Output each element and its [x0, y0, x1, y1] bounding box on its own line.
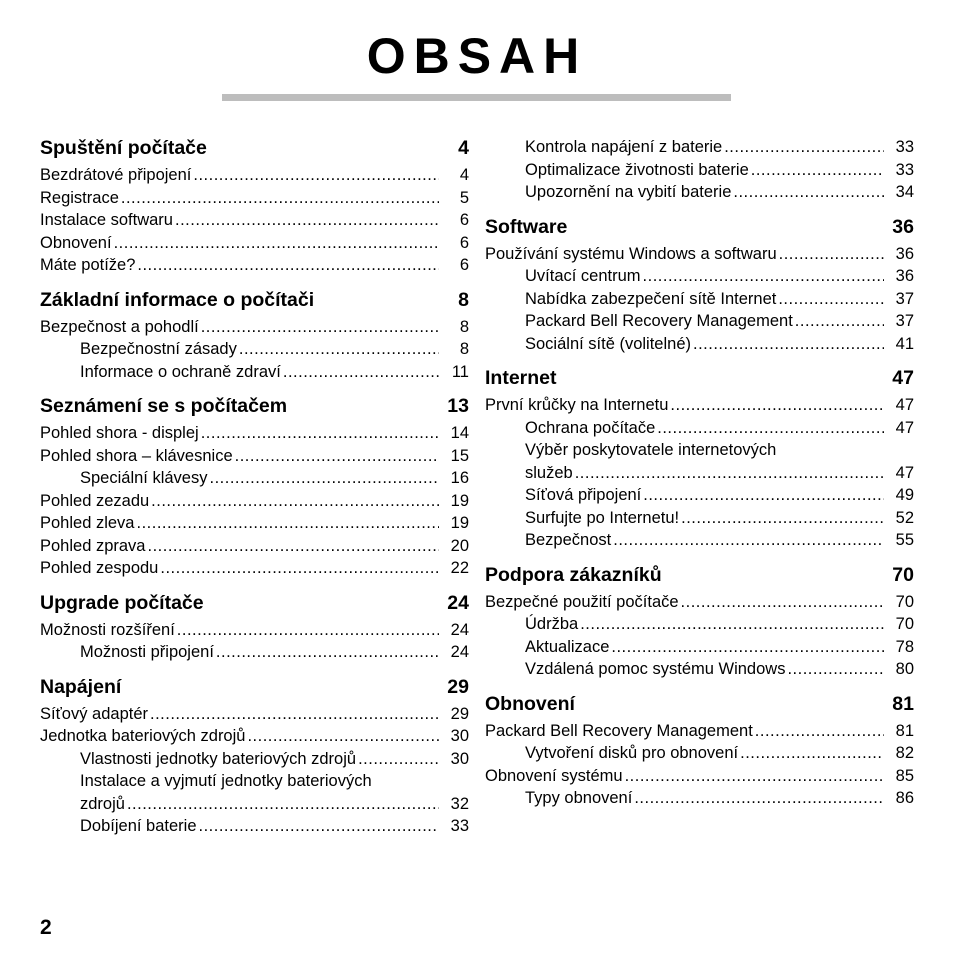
toc-entry[interactable] [40, 641, 469, 664]
toc-entry-text: Výběr poskytovatele internetových [525, 441, 777, 459]
toc-column-left [40, 136, 469, 838]
section-title: Spuštění počítače [40, 137, 207, 159]
dot-leader [681, 507, 884, 530]
section-title: Internet [485, 367, 557, 389]
entry-page: 47 [895, 396, 914, 414]
dot-leader [575, 462, 884, 485]
entry-page: 6 [459, 233, 469, 252]
entry-page: 81 [895, 721, 914, 740]
dot-leader [580, 613, 884, 636]
dot-leader [740, 742, 884, 765]
toc-entry[interactable] [485, 742, 914, 765]
dot-leader [193, 164, 439, 187]
section-title: Obnovení [485, 692, 575, 715]
section-page: 36 [892, 215, 914, 238]
toc-entry[interactable] [40, 467, 469, 490]
section-title: Napájení [40, 675, 122, 698]
toc-entry[interactable] [485, 159, 914, 182]
dot-leader [751, 159, 884, 182]
dot-leader [209, 467, 439, 490]
dot-leader [121, 187, 439, 210]
entry-title: Pohled zezadu [40, 491, 150, 510]
dot-leader [199, 815, 440, 838]
toc-entry[interactable] [485, 720, 914, 743]
entry-title: Ochrana počítače [525, 418, 656, 437]
toc-entry[interactable] [485, 484, 914, 507]
dot-leader [613, 529, 884, 552]
dot-leader [643, 484, 884, 507]
dot-leader [643, 265, 884, 288]
entry-page: 37 [895, 289, 914, 308]
toc-entry[interactable] [485, 310, 914, 333]
title-underline [222, 94, 731, 101]
toc-entry-text: Instalace a vyjmutí jednotky bateriových [80, 772, 372, 790]
entry-page: 70 [895, 592, 914, 611]
entry-title: Máte potíže? [40, 256, 136, 274]
entry-title: Pohled zprava [40, 536, 146, 555]
dot-leader [247, 725, 439, 748]
dot-leader [160, 557, 439, 580]
dot-leader [201, 422, 439, 445]
entry-title: Možnosti připojení [80, 643, 214, 661]
toc-entry[interactable] [40, 209, 469, 232]
dot-leader [358, 748, 439, 771]
toc-entry[interactable] [40, 535, 469, 558]
entry-title: Packard Bell Recovery Management [525, 312, 793, 330]
toc-entry[interactable] [40, 725, 469, 748]
dot-leader [239, 338, 439, 361]
toc-section-heading[interactable] [40, 394, 469, 419]
entry-title: Vlastnosti jednotky bateriových zdrojů [80, 749, 357, 768]
toc-entry[interactable] [40, 557, 469, 580]
dot-leader [150, 703, 439, 726]
entry-title: Aktualizace [525, 637, 610, 656]
toc-section-heading[interactable] [40, 288, 469, 313]
dot-leader [611, 636, 884, 659]
entry-title: Používání systému Windows a softwaru [485, 244, 777, 263]
entry-title: Pohled shora - displej [40, 424, 199, 442]
dot-leader [670, 394, 884, 417]
entry-page: 32 [450, 794, 469, 813]
toc-entry[interactable] [40, 619, 469, 642]
entry-title: Uvítací centrum [525, 267, 641, 285]
entry-page: 33 [895, 138, 914, 156]
section-title: Seznámení se s počítačem [40, 395, 288, 417]
entry-page: 82 [895, 744, 914, 762]
toc-entry[interactable] [485, 243, 914, 266]
entry-title: Registrace [40, 188, 119, 207]
page-title: OBSAH [366, 28, 588, 84]
dot-leader [733, 181, 884, 204]
entry-title: Dobíjení baterie [80, 817, 197, 835]
toc-column-right [485, 136, 914, 810]
dot-leader [693, 333, 884, 356]
entry-title: Bezpečnostní zásady [80, 340, 237, 358]
entry-page: 47 [895, 463, 914, 482]
toc-entry[interactable] [40, 490, 469, 513]
entry-page: 14 [450, 424, 469, 442]
toc-entry[interactable] [40, 361, 469, 384]
toc-entry[interactable] [40, 512, 469, 535]
entry-title: Bezpečnost a pohodlí [40, 317, 199, 336]
toc-entry[interactable] [485, 462, 914, 485]
entry-page: 86 [895, 789, 914, 807]
toc-section-heading[interactable] [485, 215, 914, 240]
dot-leader [177, 619, 439, 642]
entry-page: 37 [895, 312, 914, 330]
toc-entry[interactable] [40, 232, 469, 255]
section-page: 70 [892, 563, 914, 586]
toc-section-heading[interactable] [40, 591, 469, 616]
dot-leader [634, 787, 884, 810]
toc-entry[interactable] [40, 316, 469, 339]
section-page: 29 [447, 675, 469, 698]
entry-page: 33 [895, 160, 914, 179]
entry-title: služeb [525, 463, 573, 482]
entry-page: 5 [459, 188, 469, 207]
toc-section-heading[interactable] [40, 136, 469, 161]
entry-page: 80 [895, 660, 914, 678]
toc-entry[interactable] [40, 793, 469, 816]
entry-title: První krůčky na Internetu [485, 396, 669, 414]
section-page: 81 [892, 692, 914, 715]
entry-page: 70 [895, 615, 914, 633]
entry-page: 20 [450, 536, 469, 555]
entry-title: Možnosti rozšíření [40, 620, 175, 639]
dot-leader [787, 658, 884, 681]
entry-page: 36 [895, 244, 914, 263]
toc-entry[interactable] [40, 703, 469, 726]
section-page: 47 [892, 367, 914, 389]
entry-title: Informace o ochraně zdraví [80, 362, 281, 381]
toc-entry[interactable] [485, 636, 914, 659]
entry-page: 47 [895, 418, 914, 437]
dot-leader [625, 765, 884, 788]
toc-entry[interactable] [40, 254, 469, 277]
toc-entry[interactable] [40, 338, 469, 361]
entry-page: 6 [459, 256, 469, 274]
dot-leader [657, 417, 884, 440]
entry-title: Speciální klávesy [80, 469, 208, 487]
toc-entry[interactable] [40, 748, 469, 771]
toc-entry[interactable] [485, 529, 914, 552]
entry-title: Bezpečnost [525, 531, 612, 549]
toc-entry[interactable] [485, 613, 914, 636]
entry-title: Bezpečné použití počítače [485, 592, 679, 611]
dot-leader [175, 209, 439, 232]
toc-entry[interactable] [485, 507, 914, 530]
dot-leader [283, 361, 439, 384]
entry-page: 24 [450, 620, 469, 639]
dot-leader [681, 591, 884, 614]
entry-title: Obnovení systému [485, 766, 623, 785]
entry-title: Surfujte po Internetu! [525, 508, 680, 527]
toc-entry[interactable] [485, 787, 914, 810]
toc-section-heading[interactable] [40, 675, 469, 700]
entry-title: Upozornění na vybití baterie [525, 183, 732, 201]
entry-title: Vzdálená pomoc systému Windows [525, 660, 786, 678]
entry-page: 30 [450, 727, 469, 745]
entry-title: Údržba [525, 615, 579, 633]
entry-page: 19 [450, 514, 469, 532]
entry-title: Pohled zespodu [40, 559, 159, 577]
entry-page: 55 [895, 531, 914, 549]
toc-entry[interactable] [485, 765, 914, 788]
dot-leader [114, 232, 439, 255]
entry-page: 29 [450, 704, 469, 723]
toc-entry[interactable] [485, 265, 914, 288]
entry-page: 4 [459, 166, 469, 184]
dot-leader [151, 490, 439, 513]
toc-section-heading[interactable] [485, 366, 914, 391]
entry-page: 24 [450, 643, 469, 661]
entry-title: Bezdrátové připojení [40, 166, 192, 184]
toc-entry[interactable] [40, 422, 469, 445]
section-page: 13 [447, 395, 469, 417]
dot-leader [148, 535, 440, 558]
entry-page: 49 [895, 486, 914, 504]
entry-title: Síťová připojení [525, 486, 642, 504]
toc-section-heading[interactable] [485, 692, 914, 717]
entry-page: 33 [450, 817, 469, 835]
toc-entry[interactable] [485, 591, 914, 614]
toc-entry[interactable] [485, 417, 914, 440]
dot-leader [216, 641, 439, 664]
section-title: Software [485, 215, 568, 238]
toc-entry[interactable] [40, 164, 469, 187]
dot-leader [778, 288, 884, 311]
entry-title: Kontrola napájení z baterie [525, 138, 723, 156]
dot-leader [795, 310, 884, 333]
section-title: Upgrade počítače [40, 591, 204, 614]
page-number: 2 [40, 916, 52, 939]
toc-entry[interactable] [485, 394, 914, 417]
entry-title: Pohled shora – klávesnice [40, 446, 233, 465]
entry-page: 30 [450, 749, 469, 768]
entry-page: 34 [895, 183, 914, 201]
entry-title: zdrojů [80, 794, 125, 813]
entry-title: Nabídka zabezpečení sítě Internet [525, 289, 777, 308]
section-page: 8 [458, 288, 469, 311]
section-page: 24 [447, 591, 469, 614]
entry-page: 52 [895, 508, 914, 527]
section-title: Podpora zákazníků [485, 563, 662, 586]
entry-page: 78 [895, 637, 914, 656]
entry-title: Sociální sítě (volitelné) [525, 334, 691, 353]
toc-entry[interactable] [40, 815, 469, 838]
section-title: Základní informace o počítači [40, 288, 315, 311]
entry-page: 85 [895, 766, 914, 785]
dot-leader [755, 720, 884, 743]
toc-section-heading[interactable] [485, 563, 914, 588]
entry-title: Vytvoření disků pro obnovení [525, 744, 739, 762]
entry-page: 16 [450, 469, 469, 487]
entry-page: 8 [459, 317, 469, 336]
section-page: 4 [458, 137, 469, 159]
toc-entry[interactable] [485, 288, 914, 311]
toc-entry[interactable] [485, 181, 914, 204]
entry-title: Síťový adaptér [40, 704, 148, 723]
dot-leader [127, 793, 439, 816]
entry-page: 11 [451, 362, 469, 381]
entry-title: Optimalizace životnosti baterie [525, 160, 749, 179]
entry-page: 15 [450, 446, 469, 465]
entry-title: Packard Bell Recovery Management [485, 721, 753, 740]
entry-page: 41 [895, 334, 914, 353]
entry-title: Instalace softwaru [40, 211, 173, 229]
dot-leader [137, 254, 439, 277]
entry-page: 36 [895, 267, 914, 285]
toc-entry[interactable] [485, 136, 914, 159]
toc-entry[interactable] [485, 333, 914, 356]
dot-leader [779, 243, 884, 266]
toc-entry[interactable] [485, 658, 914, 681]
entry-title: Obnovení [40, 233, 112, 252]
dot-leader [235, 445, 439, 468]
entry-title: Jednotka bateriových zdrojů [40, 727, 246, 745]
entry-title: Pohled zleva [40, 514, 135, 532]
entry-page: 19 [450, 491, 469, 510]
toc-entry[interactable] [40, 187, 469, 210]
dot-leader [201, 316, 439, 339]
entry-title: Typy obnovení [525, 789, 633, 807]
dot-leader [136, 512, 439, 535]
entry-page: 8 [459, 340, 469, 358]
dot-leader [724, 136, 884, 159]
entry-page: 6 [459, 211, 469, 229]
entry-page: 22 [450, 559, 469, 577]
toc-entry[interactable] [40, 445, 469, 468]
